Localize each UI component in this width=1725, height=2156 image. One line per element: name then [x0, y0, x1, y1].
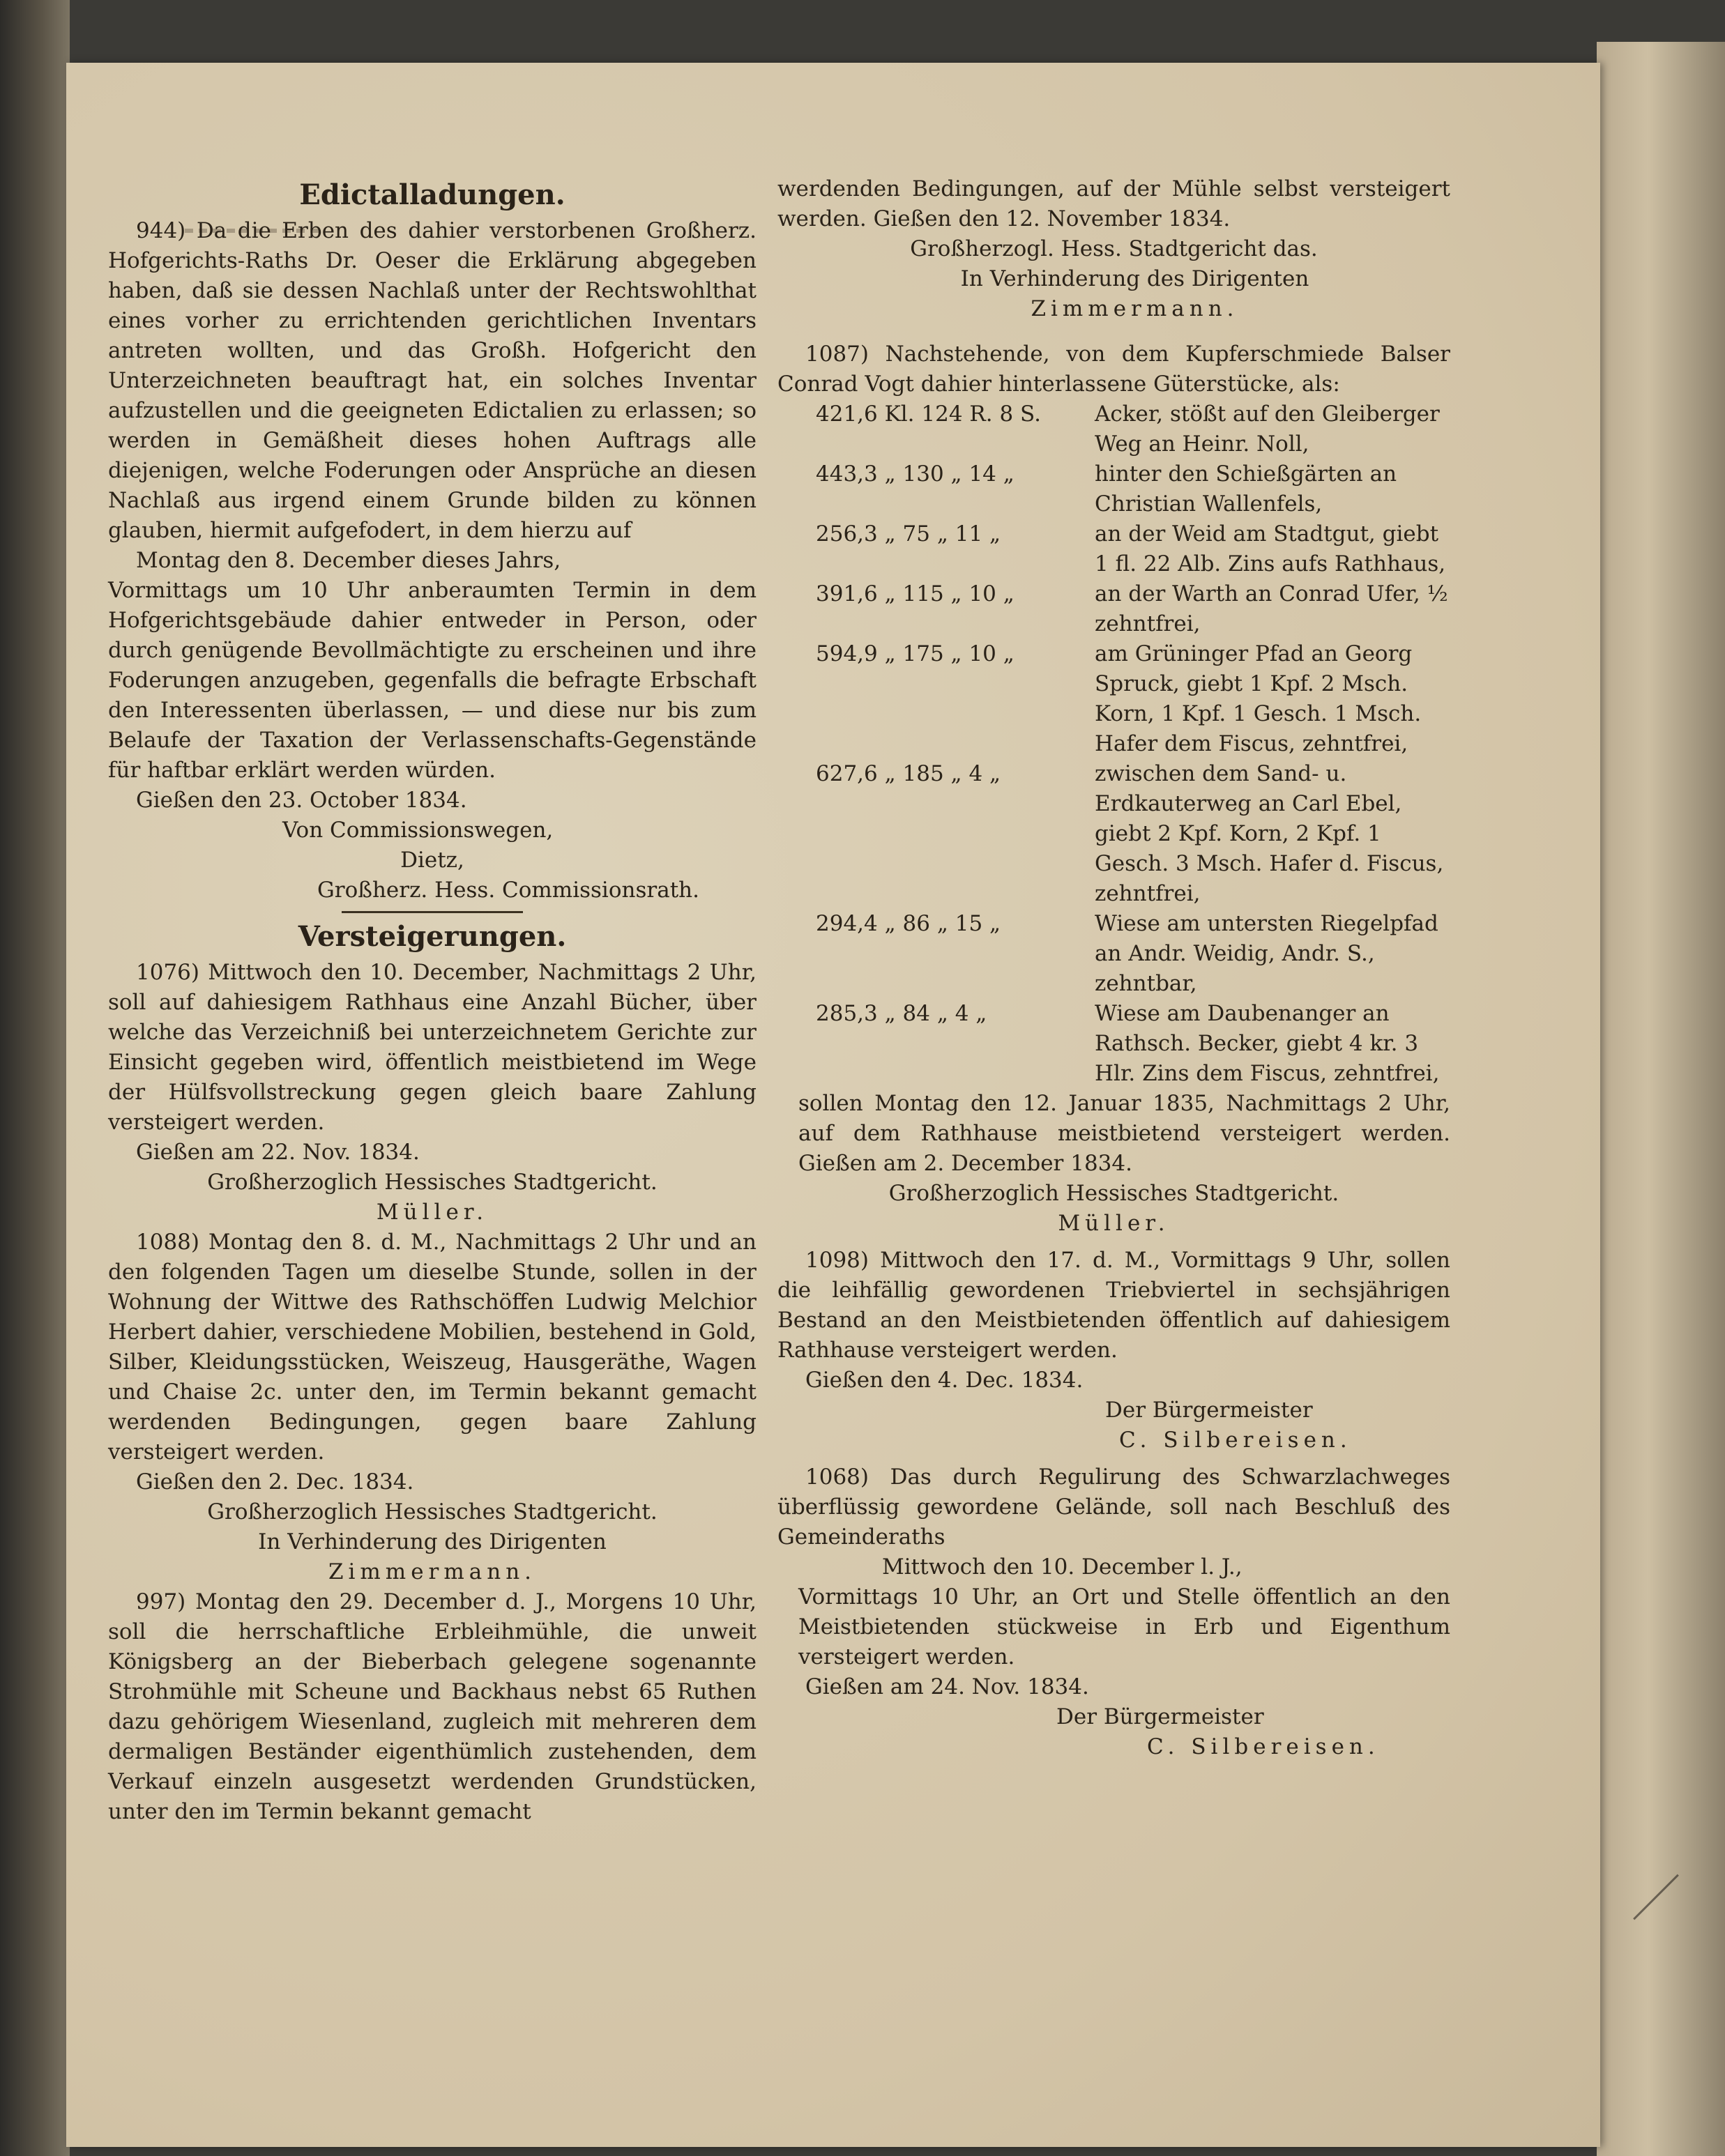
notice-997-body: 997) Montag den 29. December d. J., Morgens 10 Uhr, soll die herrschaftliche Erbleihmühle, die unweit Königsberg an der Bieberbach gelegene sogenannte Strohmühle mit Scheune und Backhaus nebst 65 Ruthen dazu gehörigem Wiesenland, zugleich mit mehreren dem dermaligen Beständer eigenthümlich zustehenden, dem Verkauf einzeln ausgesetzt werdenden Grundstücken, unter den im Termin bekannt gemacht [108, 1589, 757, 1824]
notice-944-place-date: Gießen den 23. October 1834. [136, 788, 467, 813]
spacer [777, 1455, 1450, 1462]
notice-1076-signature-line1: Großherzoglich Hessisches Stadtgericht. [207, 1170, 658, 1195]
spacer [777, 1239, 1450, 1246]
notice-997-signature-line3: Zimmermann. [1031, 296, 1239, 321]
section-divider [342, 911, 523, 913]
notice-944-signature-line3: Großherz. Hess. Commissionsrath. [317, 878, 699, 903]
lot-item [777, 759, 1450, 909]
lot-description: an der Warth an Conrad Ufer, ½ zehntfrei, [1095, 581, 1448, 636]
lot-measure: 294,4 „ 86 „ 15 „ [816, 911, 1001, 936]
notice-1088-place-date: Gießen den 2. Dec. 1834. [136, 1469, 414, 1494]
lot-description: am Grüninger Pfad an Georg Spruck, giebt 1 Kpf. 2 Msch. Korn, 1 Kpf. 1 Gesch. 1 Msch. Hafer dem Fiscus, zehntfrei, [1095, 641, 1422, 756]
notice-997-signature-line1: Großherzogl. Hess. Stadtgericht das. [910, 236, 1318, 261]
lot-description: an der Weid am Stadtgut, giebt 1 fl. 22 Alb. Zins aufs Rathhaus, [1095, 521, 1446, 576]
background-right-page-edges [1597, 42, 1725, 2156]
lot-item [777, 579, 1450, 639]
lot-description: Wiese am untersten Riegelpfad an Andr. Weidig, Andr. S., zehntbar, [1095, 911, 1438, 996]
notice-1076-body: 1076) Mittwoch den 10. December, Nachmittags 2 Uhr, soll auf dahiesigem Rathhaus eine Anzahl Bücher, über welche das Verzeichniß bei unterzeichnetem Gerichte zur Einsicht gegeben wird, öffentlich meistbietend im Wege der Hülfsvollstreckung gegen gleich baare Zahlung versteigert werden. [108, 960, 757, 1135]
notice-1068-signature-line1: Der Bürgermeister [1056, 1704, 1264, 1729]
notice-944-signature-line1: Von Commissionswegen, [282, 818, 554, 843]
lot-measure: 256,3 „ 75 „ 11 „ [816, 521, 1001, 546]
notice-1068-body2: Vormittags 10 Uhr, an Ort und Stelle öffentlich an den Meistbietenden stückweise in Erb und Eigenthum versteigert werden. [798, 1584, 1450, 1669]
notice-944-body: 944) Da die Erben des dahier verstorbenen Großherz. Hofgerichts-Raths Dr. Oeser die Erklärung abgegeben haben, daß sie dessen Nachlaß unter der Rechtswohlthat eines vorher zu errichtenden gerichtlichen Inventars antreten wollten, und das Großh. Hofgericht den Unterzeichneten beauftragt hat, ein solches Inventar aufzustellen und die geeigneten Edictalien zu erlassen; so werden in Gemäßheit dieses hohen Auftrags alle diejenigen, welche Foderungen oder Ansprüche an diesen Nachlaß aus irgend einem Grunde bilden zu können glauben, hiermit aufgefodert, in dem hierzu auf [108, 218, 757, 543]
section-heading-edictalladungen: Edictalladungen. [299, 178, 565, 211]
notice-1088-body: 1088) Montag den 8. d. M., Nachmittags 2 Uhr und an den folgenden Tagen um dieselbe Stunde, sollen in der Wohnung der Wittwe des Rathschöffen Ludwig Melchior Herbert dahier, verschiedene Mobilien, bestehend in Gold, Silber, Kleidungsstücken, Weiszeug, Hausgeräthe, Wagen und Chaise 2c. unter den, im Termin bekannt gemacht werdenden Bedingungen, gegen baare Zahlung versteigert werden. [108, 1230, 757, 1465]
notice-1098-body: 1098) Mittwoch den 17. d. M., Vormittags 9 Uhr, sollen die leihfällig gewordenen Triebviertel in sechsjährigen Bestand an den Meistbietenden öffentlich auf dahiesigem Rathhause versteigert werden. [777, 1248, 1450, 1363]
notice-1088-signature-line1: Großherzoglich Hessisches Stadtgericht. [207, 1499, 658, 1524]
lot-measure: 627,6 „ 185 „ 4 „ [816, 761, 1001, 786]
newspaper-page [66, 63, 1600, 2147]
notice-944-date-line: Montag den 8. December dieses Jahrs, [136, 548, 561, 573]
notice-997-signature-line2: In Verhinderung des Dirigenten [960, 266, 1309, 291]
notice-1087-intro: 1087) Nachstehende, von dem Kupferschmiede Balser Conrad Vogt dahier hinterlassene Güterstücke, als: [777, 342, 1450, 397]
lot-description: Wiese am Daubenanger an Rathsch. Becker, giebt 4 kr. 3 Hlr. Zins dem Fiscus, zehntfrei, [1095, 1001, 1440, 1086]
notice-1087-signature-line1: Großherzoglich Hessisches Stadtgericht. [888, 1181, 1339, 1206]
left-column [108, 174, 757, 1827]
spacer [777, 324, 1450, 339]
notice-1098-place-date: Gießen den 4. Dec. 1834. [805, 1368, 1084, 1393]
lot-measure: 443,3 „ 130 „ 14 „ [816, 461, 1015, 487]
notice-1076-signature-line2: Müller. [376, 1200, 489, 1225]
notice-1068-signature-line2: C. Silbereisen. [1147, 1734, 1380, 1759]
notice-997-continuation: werdenden Bedingungen, auf der Mühle selbst versteigert werden. Gießen den 12. November 1834. [777, 176, 1450, 231]
lot-measure: 285,3 „ 84 „ 4 „ [816, 1001, 987, 1026]
lot-item [777, 399, 1450, 459]
lot-item [777, 519, 1450, 579]
background-left-page-edge [0, 0, 70, 2156]
lot-description: zwischen dem Sand- u. Erdkauterweg an Carl Ebel, giebt 2 Kpf. Korn, 2 Kpf. 1 Gesch. 3 Msch. Hafer d. Fiscus, zehntfrei, [1095, 761, 1444, 906]
lot-item [777, 639, 1450, 759]
notice-1068-body: 1068) Das durch Regulirung des Schwarzlachweges überflüssig gewordene Gelände, soll nach Beschluß des Gemeinderaths [777, 1465, 1450, 1550]
notice-1098-signature-line1: Der Bürgermeister [1105, 1398, 1313, 1423]
notice-944-signature-line2: Dietz, [400, 848, 464, 873]
notice-1088-signature-line2: In Verhinderung des Dirigenten [258, 1529, 607, 1554]
notice-1098-signature-line2: C. Silbereisen. [1119, 1428, 1352, 1453]
lot-item [777, 459, 1450, 519]
notice-1088-signature-line3: Zimmermann. [328, 1559, 537, 1584]
notice-1087-signature-line2: Müller. [1058, 1211, 1170, 1236]
notice-1087-lots-list [777, 399, 1450, 1089]
notice-1068-date-line: Mittwoch den 10. December l. J., [882, 1554, 1243, 1580]
notice-1087-outro: sollen Montag den 12. Januar 1835, Nachmittags 2 Uhr, auf dem Rathhause meistbietend versteigert werden. Gießen am 2. December 1834. [798, 1091, 1450, 1176]
lot-description: Acker, stößt auf den Gleiberger Weg an Heinr. Noll, [1095, 402, 1440, 457]
lot-item [777, 909, 1450, 999]
notice-1076-place-date: Gießen am 22. Nov. 1834. [136, 1140, 420, 1165]
lot-measure: 594,9 „ 175 „ 10 „ [816, 641, 1015, 666]
lot-measure: 391,6 „ 115 „ 10 „ [816, 581, 1015, 606]
section-heading-versteigerungen: Versteigerungen. [298, 920, 567, 953]
lot-description: hinter den Schießgärten an Christian Wallenfels, [1095, 461, 1397, 517]
right-column [777, 174, 1450, 1762]
notice-1068-place-date: Gießen am 24. Nov. 1834. [805, 1674, 1089, 1699]
lot-measure: 421,6 Kl. 124 R. 8 S. [816, 402, 1042, 427]
notice-944-body2: Vormittags um 10 Uhr anberaumten Termin in dem Hofgerichtsgebäude dahier entweder in Person, oder durch genügende Bevollmächtigte zu erscheinen und ihre Foderungen anzugeben, gegenfalls die befragte Erbschaft den Interessenten überlassen, — und diese nur bis zum Belaufe der Taxation der Verlassenschafts-Gegenstände für haftbar erklärt werden würden. [108, 578, 757, 783]
lot-item [777, 999, 1450, 1089]
